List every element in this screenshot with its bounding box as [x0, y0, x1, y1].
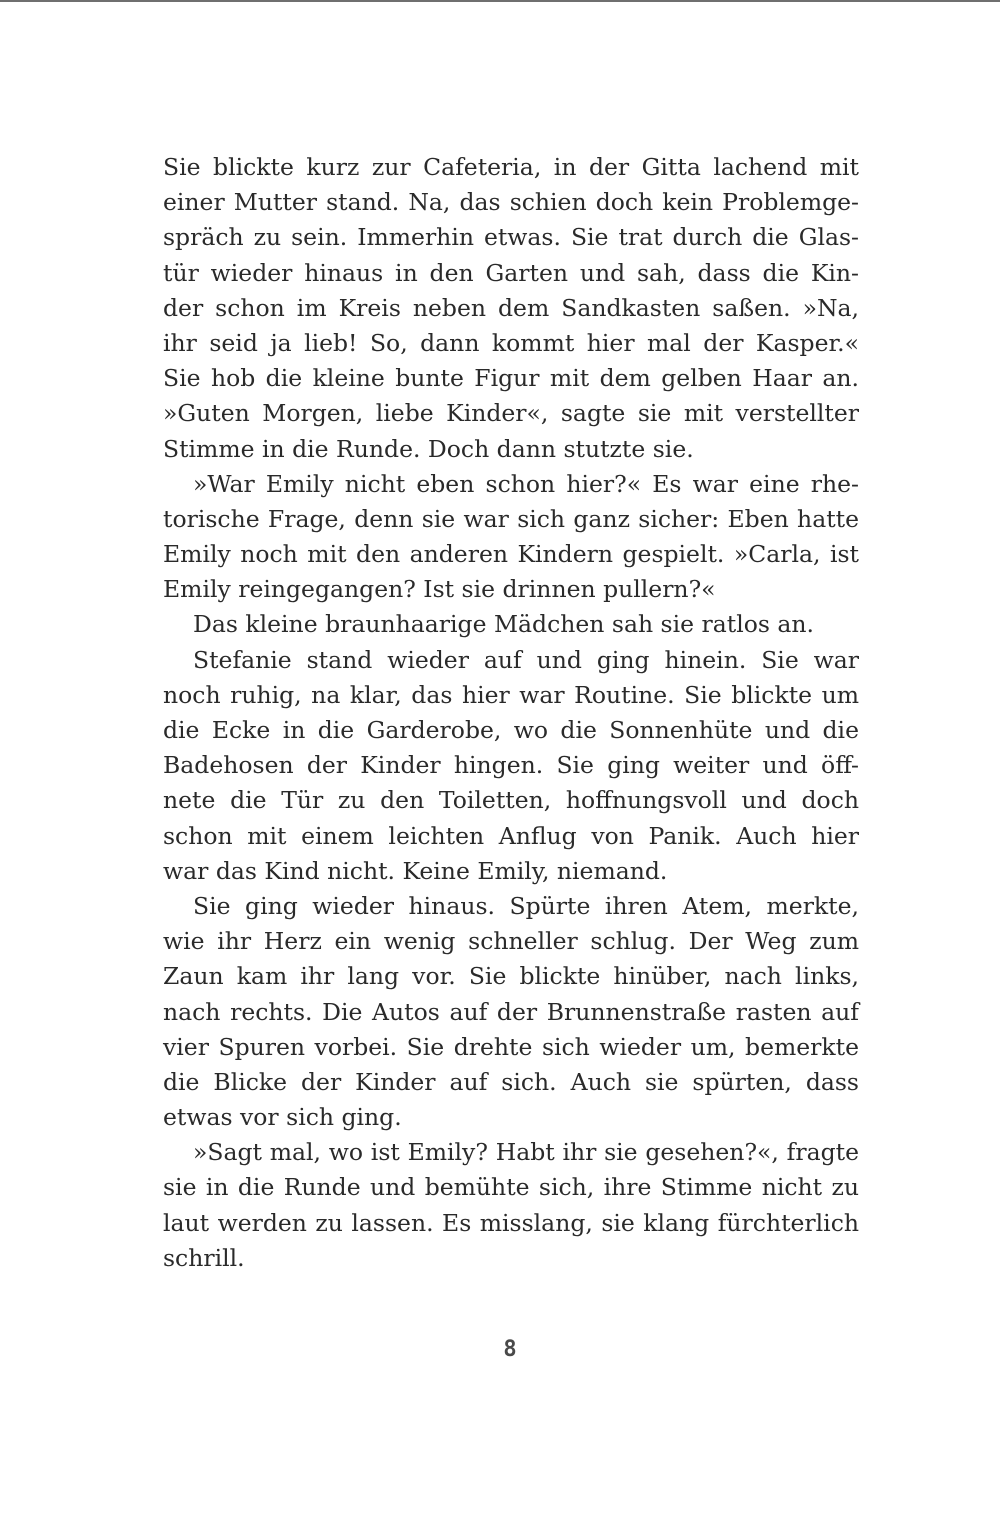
text-line: sie in die Runde und bemühte sich, ihre Stimme nicht zu: [163, 1173, 859, 1202]
text-line: »Sagt mal, wo ist Emily? Habt ihr sie gesehen?«, fragte: [193, 1138, 859, 1167]
text-line: war das Kind nicht. Keine Emily, niemand.: [163, 856, 668, 885]
text-line: schrill.: [163, 1243, 245, 1272]
text-line: schon mit einem leichten Anflug von Panik. Auch hier: [163, 821, 859, 850]
paragraph: [163, 150, 859, 467]
text-line: spräch zu sein. Immerhin etwas. Sie trat durch die Glas-: [163, 223, 859, 252]
page-number: 8: [503, 1337, 517, 1362]
text-line: einer Mutter stand. Na, das schien doch kein Problemge-: [163, 188, 859, 217]
text-line: Sie ging wieder hinaus. Spürte ihren Atem, merkte,: [193, 891, 859, 920]
text-line: vier Spuren vorbei. Sie drehte sich wieder um, bemerkte: [163, 1032, 859, 1061]
text-line: »Guten Morgen, liebe Kinder«, sagte sie mit verstellter: [163, 399, 859, 428]
text-line: Emily noch mit den anderen Kindern gespielt. »Carla, ist: [163, 540, 859, 569]
text-line: nete die Tür zu den Toiletten, hoffnungsvoll und doch: [163, 786, 859, 815]
text-line: tür wieder hinaus in den Garten und sah, dass die Kin-: [163, 258, 859, 287]
text-line: noch ruhig, na klar, das hier war Routine. Sie blickte um: [163, 680, 859, 709]
text-line: ihr seid ja lieb! So, dann kommt hier mal der Kasper.«: [163, 328, 859, 357]
text-line: laut werden zu lassen. Es misslang, sie klang fürchterlich: [163, 1208, 859, 1237]
text-line: der schon im Kreis neben dem Sandkasten saßen. »Na,: [163, 293, 859, 322]
paragraph: [163, 467, 859, 608]
text-line: Das kleine braunhaarige Mädchen sah sie ratlos an.: [193, 610, 815, 639]
text-line: »War Emily nicht eben schon hier?« Es war eine rhe-: [193, 469, 859, 498]
text-line: die Ecke in die Garderobe, wo die Sonnenhüte und die: [163, 716, 859, 744]
text-line: Stefanie stand wieder auf und ging hinein. Sie war: [193, 645, 859, 674]
paragraph: [163, 643, 859, 889]
top-divider: [0, 0, 1000, 2]
text-line: Sie hob die kleine bunte Figur mit dem gelben Haar an.: [163, 364, 859, 393]
paragraph: [163, 607, 859, 642]
paragraph: [163, 889, 859, 1135]
text-line: Sie blickte kurz zur Cafeteria, in der Gitta lachend mit: [163, 153, 859, 181]
body-text: [163, 150, 859, 1276]
text-line: Stimme in die Runde. Doch dann stutzte sie.: [163, 434, 694, 463]
text-line: Badehosen der Kinder hingen. Sie ging weiter und öff-: [163, 751, 859, 780]
paragraph: [163, 1135, 859, 1276]
text-line: Emily reingegangen? Ist sie drinnen pullern?«: [163, 575, 716, 604]
text-line: Zaun kam ihr lang vor. Sie blickte hinüber, nach links,: [163, 962, 859, 991]
text-line: wie ihr Herz ein wenig schneller schlug. Der Weg zum: [163, 927, 859, 956]
text-line: nach rechts. Die Autos auf der Brunnenstraße rasten auf: [163, 997, 859, 1026]
text-line: die Blicke der Kinder auf sich. Auch sie spürten, dass: [163, 1067, 859, 1096]
text-line: torische Frage, denn sie war sich ganz sicher: Eben hatte: [163, 504, 859, 533]
text-line: etwas vor sich ging.: [163, 1103, 402, 1132]
